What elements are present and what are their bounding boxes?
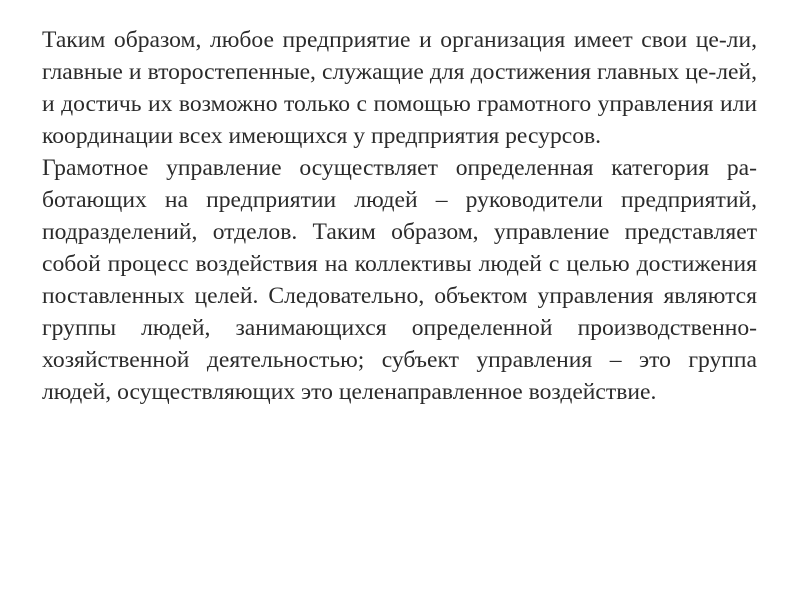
paragraph-2: Грамотное управление осуществляет определенная категория ра-ботающих на предприятии людей – руководители предприятий, подразделений, отделов. Таким образом, управление представляет собой процесс воздействия на коллективы людей с целью достижения поставленных целей. Следовательно, объектом управления являются группы людей, занимающихся определенной производственно-хозяйственной деятельностью; субъект управления – это группа людей, осуществляющих это целенаправленное воздействие. [42, 155, 757, 405]
paragraph-1: Таким образом, любое предприятие и организация имеет свои це-ли, главные и второстепенные, служащие для достижения главных це-лей, и достичь их возможно только с помощью грамотного управления или координации всех имеющихся у предприятия ресурсов. [42, 27, 757, 149]
text-block [42, 24, 757, 408]
